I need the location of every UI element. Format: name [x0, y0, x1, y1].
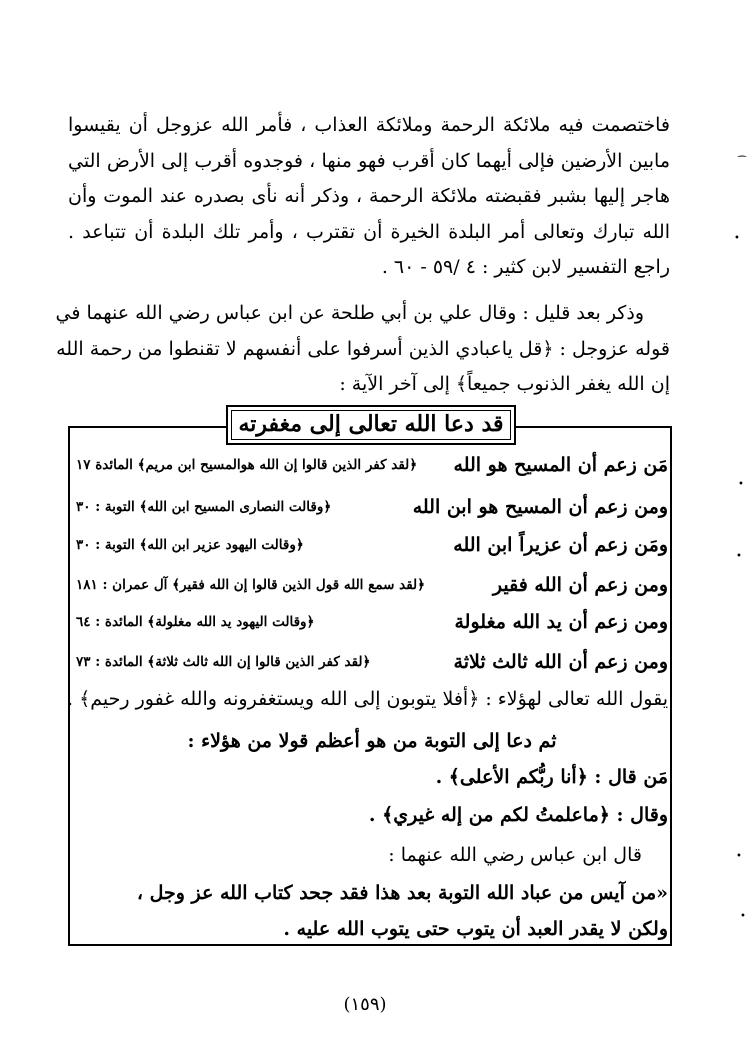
scan-speck: •: [740, 911, 746, 922]
claim-text: ومن زعم أن الله ثالث ثلاثة: [453, 651, 668, 673]
text-line: هاجر إليها بشبر فقبضته ملائكة الرحمة ، وذكر أنه نأى بصدره عند الموت وأن: [68, 185, 670, 207]
page-number: (١٥٩): [343, 994, 387, 1015]
scan-speck: ⁀: [738, 157, 747, 168]
quran-reference: ﴿وقالت النصارى المسيح ابن الله﴾ التوبة : ٣٠: [76, 499, 332, 515]
box-title: [226, 405, 516, 445]
quran-reference: ﴿لقد سمع الله قول الذين قالوا إن الله فقير﴾ آل عمران : ١٨١: [76, 577, 426, 593]
then-called-line: ثم دعا إلى التوبة من هو أعظم قولا من هؤلاء :: [187, 730, 557, 752]
claim-text: ومن زعم أن يد الله مغلولة: [454, 611, 668, 633]
text-line: وذكر بعد قليل : وقال علي بن أبي طلحة عن ابن عباس رضي الله عنهما في: [55, 302, 644, 324]
quote-line: «من آيس من عباد الله التوبة بعد هذا فقد جحد كتاب الله عز وجل ،: [136, 882, 668, 904]
quote-line: ولكن لا يقدر العبد أن يتوب حتى يتوب الله عليه .: [283, 918, 668, 940]
text-line: إن الله يغفر الذنوب جميعاً﴾ إلى آخر الآية :: [339, 373, 670, 395]
claim-row: [76, 645, 668, 679]
allah-says-line: يقول الله تعالى لهؤلاء : ﴿أفلا يتوبون إلى الله ويستغفرونه والله غفور رحيم﴾ .: [67, 688, 668, 710]
text-line: مابين الأرضين فإلى أيهما كان أقرب فهو منها ، فوجدوه أقرب إلى الأرض التي: [68, 149, 670, 172]
quran-reference: ﴿وقالت اليهود عزير ابن الله﴾ التوبة : ٣٠: [76, 537, 304, 553]
claim-row: [76, 605, 668, 639]
claim-text: مَن زعم أن المسيح هو الله: [453, 454, 668, 476]
scan-speck: •: [734, 233, 740, 244]
box-title-text: قد دعا الله تعالى إلى مغفرته: [238, 411, 504, 437]
text-line: الله تبارك وتعالى أمر البلدة الخيرة أن تقترب ، وأمر تلك البلدة أن تتباعد .: [68, 220, 670, 243]
text-line: فاختصمت فيه ملائكة الرحمة وملائكة العذاب ، فأمر الله عزوجل أن يقيسوا: [68, 114, 670, 136]
quran-reference: ﴿وقالت اليهود يد الله مغلولة﴾ المائدة : ٦٤: [76, 614, 315, 630]
claim-text: ومَن زعم أن عزيراً ابن الله: [453, 534, 668, 556]
claim-text: ومن زعم أن المسيح هو ابن الله: [412, 496, 668, 518]
top-paragraph: [68, 108, 670, 286]
who-said-line: مَن قال : ﴿أنا ربُّكم الأعلى﴾ .: [435, 766, 668, 788]
claim-row: [76, 528, 668, 562]
and-said-line: وقال : ﴿ماعلمتُ لكم من إله غيري﴾ .: [368, 804, 668, 826]
scan-speck: •: [736, 551, 742, 562]
second-paragraph: [55, 296, 670, 403]
claim-row: [76, 568, 668, 602]
claim-text: ومن زعم أن الله فقير: [492, 574, 668, 596]
scan-speck: •: [736, 851, 742, 862]
claim-row: [76, 448, 668, 482]
claim-row: [76, 490, 668, 524]
box-title-frame: [231, 410, 511, 440]
quran-reference: ﴿لقد كفر الذين قالوا إن الله ثالث ثلاثة﴾ المائدة : ٧٣: [76, 654, 371, 670]
scan-speck: •: [738, 479, 744, 490]
text-line: راجع التفسير لابن كثير : ٤ /٥٩ - ٦٠ .: [381, 256, 670, 278]
text-line: قوله عزوجل : ﴿قل ياعبادي الذين أسرفوا على أنفسهم لا تقنطوا من رحمة الله: [56, 337, 670, 360]
quran-reference: ﴿لقد كفر الذين قالوا إن الله هوالمسيح ابن مريم﴾ المائدة ١٧: [76, 457, 418, 473]
ibn-abbas-line: قال ابن عباس رضي الله عنهما :: [388, 844, 642, 866]
